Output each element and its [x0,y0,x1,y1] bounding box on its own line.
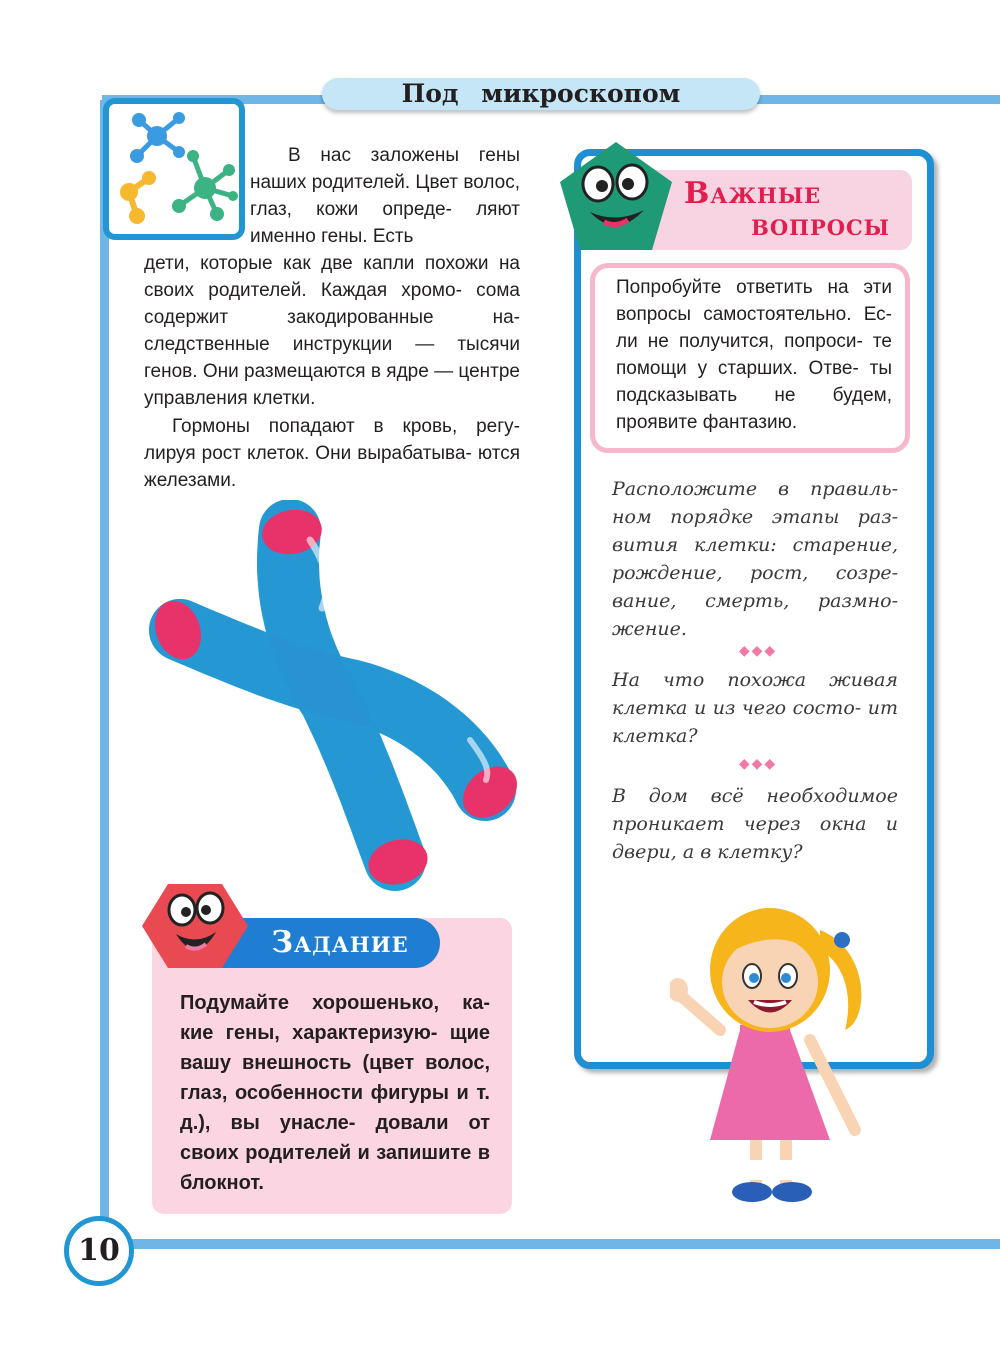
question-item-3: В дом всё необходимое проникает через окна и двери, а в клетку? [612,785,898,863]
questions-title-line-1: Важные [684,176,822,211]
intro-paragraph-1-continued: дети, которые как две капли похожи на своих родителей. Каждая хромо- сома содержит закодированные на- следственные инструкции — тысячи генов. Они размещаются в ядре — центре управления клетки. [144,253,520,409]
question-item-2: На что похожа живая клетка и из чего состо- ит клетка? [612,669,898,747]
task-title: Задание [271,925,409,960]
intro-paragraph-1: В нас заложены гены наших родителей. Цвет волос, глаз, кожи опреде- ляют именно гены. Есть [250,145,520,247]
question-divider-2: ◆◆◆ [738,755,778,771]
frame-line-bottom [120,1239,1000,1249]
molecule-illustration [103,98,245,240]
question-divider-1: ◆◆◆ [738,642,778,658]
girl-illustration [670,890,870,1210]
questions-title [640,178,890,242]
molecule-icon [109,104,239,234]
intro-paragraph-2: Гормоны попадают в кровь, регу- лируя рост клеток. Они вырабатыва- ются железами. [144,416,520,491]
page-number: 10 [78,1233,120,1268]
question-item-1: Расположите в правиль- ном порядке этапы раз- вития клетки: старение, рождение, рост, созре- вание, смерть, размно- жение. [612,478,898,640]
chromosome-illustration [140,500,540,900]
task-text: Подумайте хорошенько, ка- кие гены, характеризую- щие вашу внешность (цвет волос, глаз, особенности фигуры и т. д.), вы унасле- довали от своих родителей и запишите в блокнот. [180,992,490,1194]
questions-title-line-2: вопросы [751,208,890,243]
frame-line-left [100,100,109,1240]
hexagon-mascot-icon [140,880,250,970]
questions-intro: Попробуйте ответить на эти вопросы самостоятельно. Ес- ли не получится, попроси- те помощи у старших. Отве- ты подсказывать не будем, проявите фантазию. [616,277,892,433]
page-title: Под микроскопом [401,79,681,108]
